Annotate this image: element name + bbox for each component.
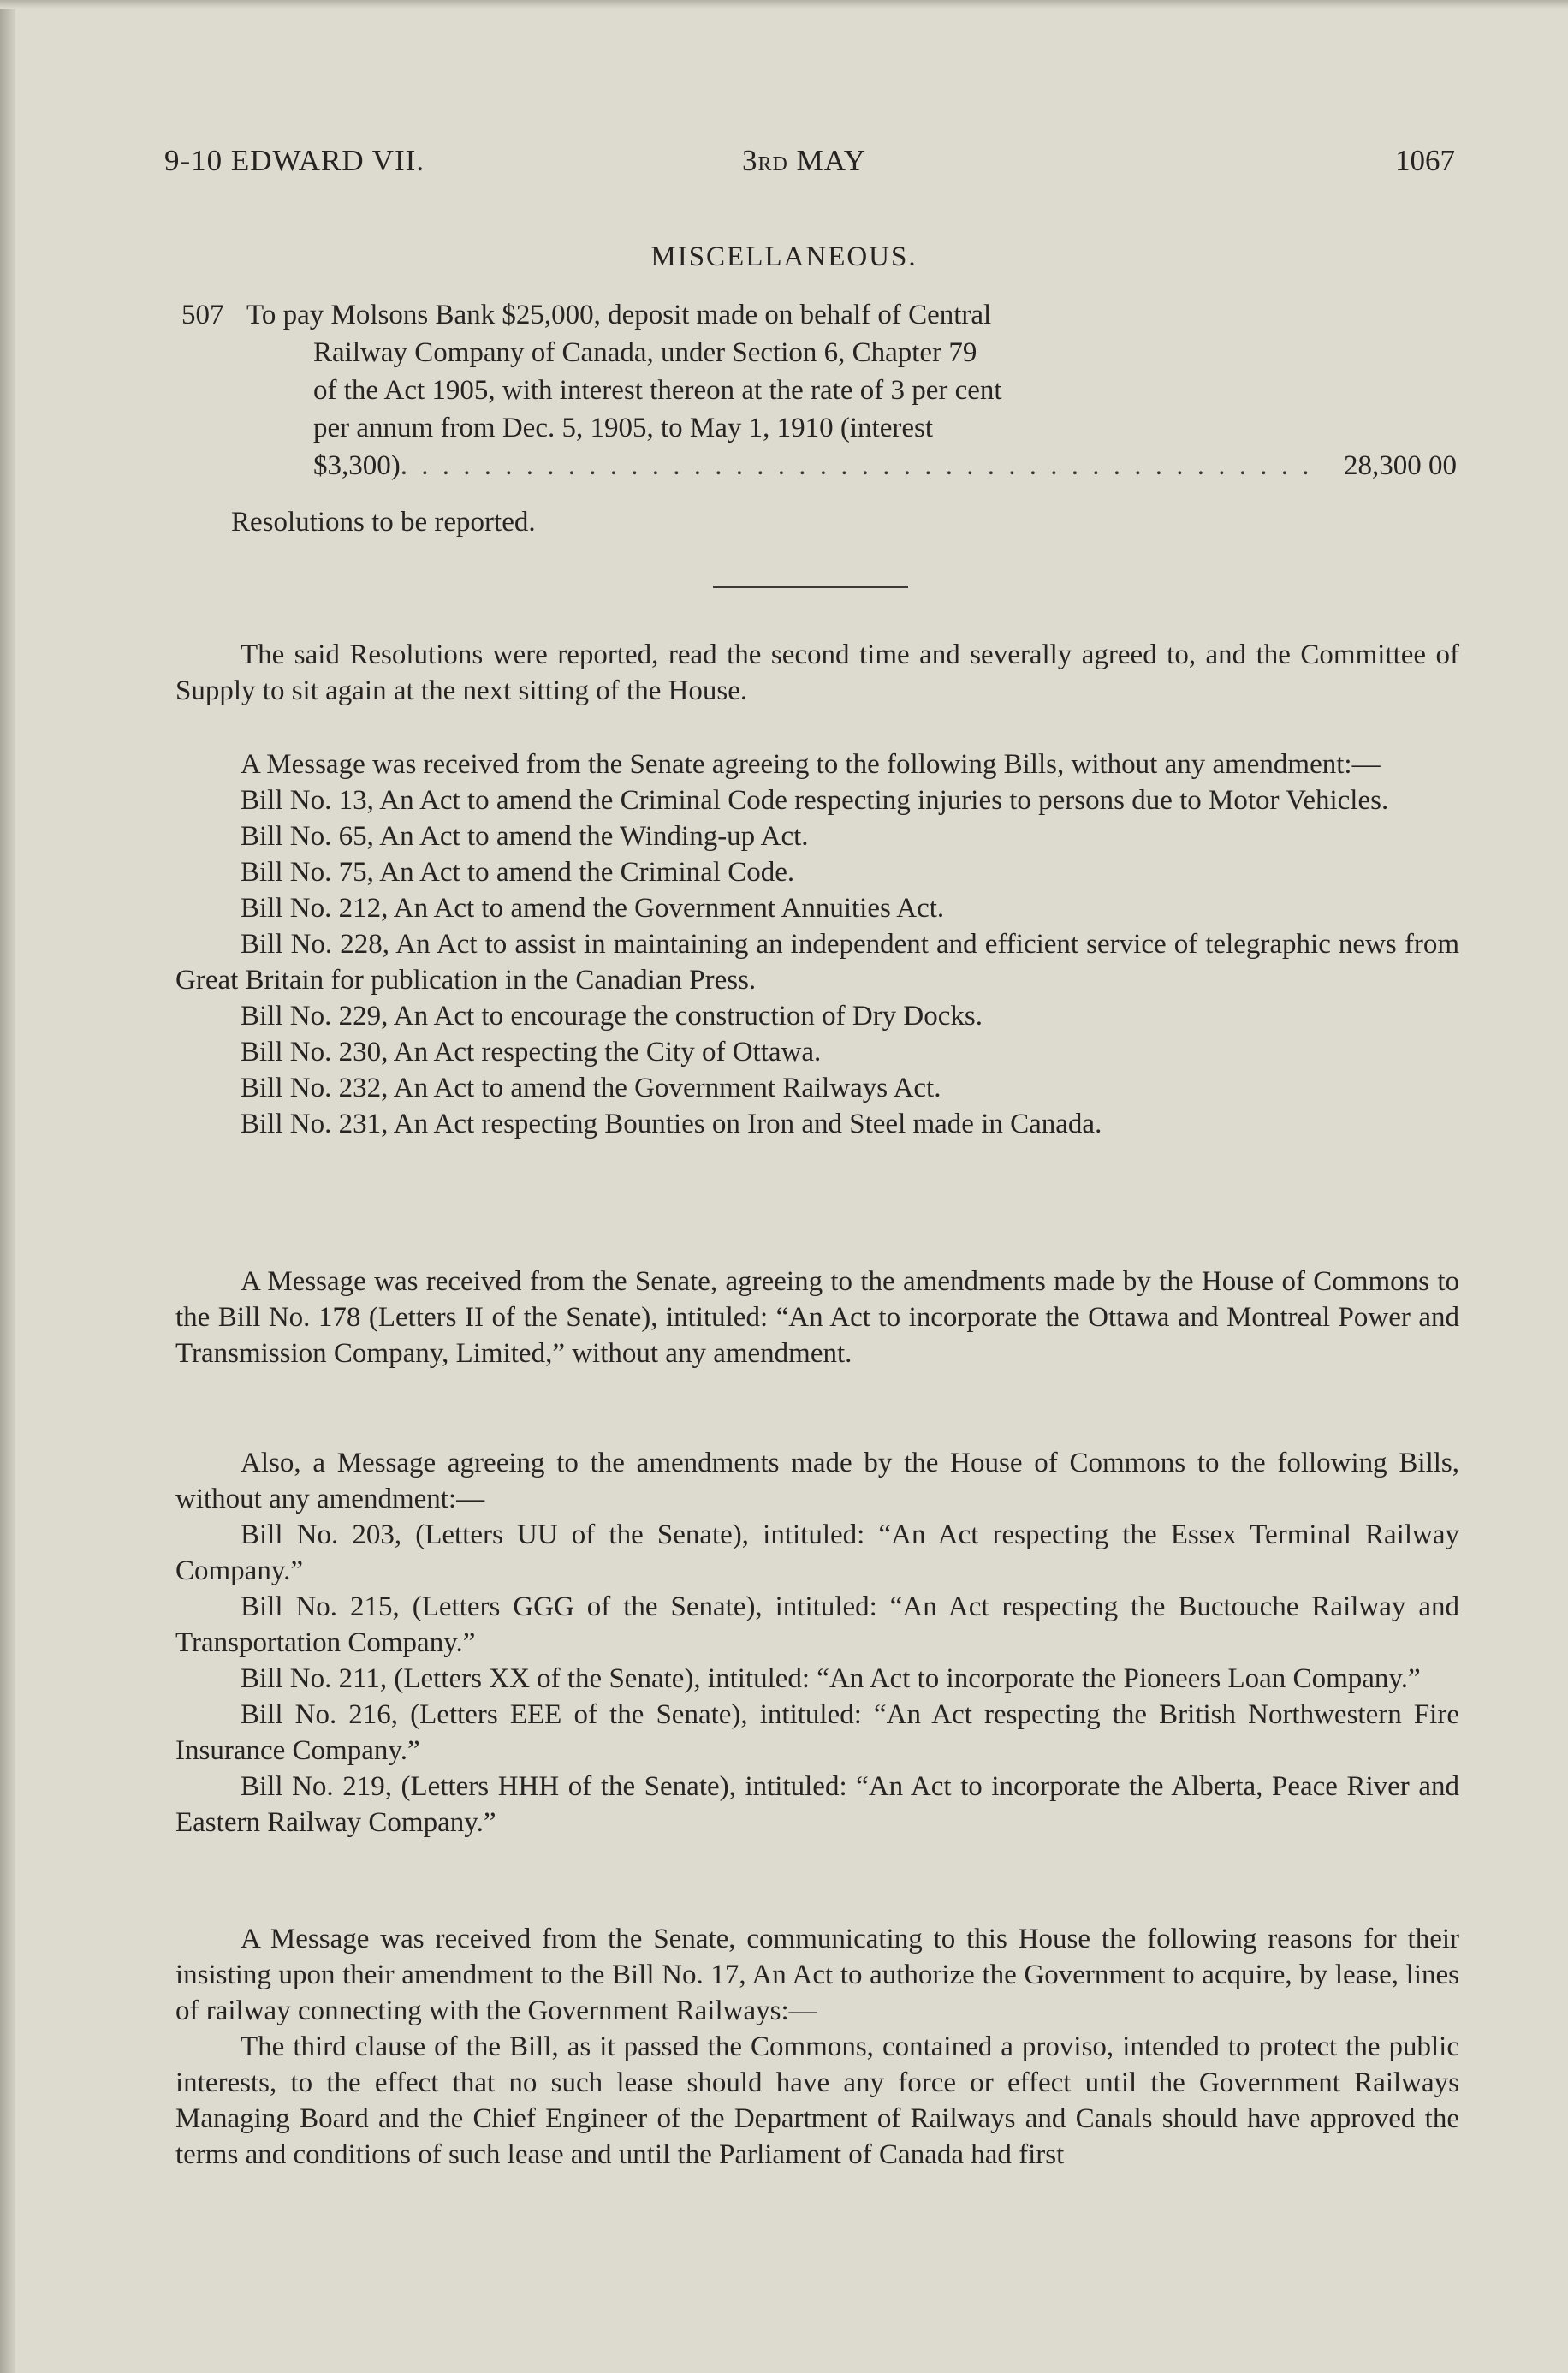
item-number: 507 [181,300,224,330]
paragraph-reported [175,637,1459,709]
item-line-end: $3,300) [313,450,401,481]
page-top-edge [0,0,1568,9]
bill-entry: Bill No. 203, (Letters UU of the Senate), intituled: “An Act respecting the Essex Terminal Railway Company.” [175,1520,1459,1586]
reasons-text: The third clause of the Bill, as it passed the Commons, contained a proviso, intended to protect the public interests, to the effect that no such lease should have any force or effect until the Government Railways Managing Board and the Chief Engineer of the Department of Railways and Canals should have approved the terms and conditions of such lease and until the Parliament of Canada had first [175,2031,1459,2170]
item-amount: 28,300 00 [1344,450,1457,481]
bill-entry: Bill No. 211, (Letters XX of the Senate), intituled: “An Act to incorporate the Pioneers Loan Company.” [241,1663,1421,1694]
section-divider [713,586,908,588]
bill-entry: Bill No. 231, An Act respecting Bounties on Iron and Steel made in Canada. [241,1109,1102,1139]
reasons-intro: A Message was received from the Senate, communicating to this House the following reasons for their insisting upon their amendment to the Bill No. 17, An Act to authorize the Government to acquire, by lease, lines of railway connecting with the Government Railways:— [175,1924,1459,2026]
item-last-line [313,447,1440,485]
running-header [164,144,1455,188]
bill-entry: Bill No. 216, (Letters EEE of the Senate), intituled: “An Act respecting the British Northwestern Fire Insurance Company.” [175,1699,1459,1766]
paragraph-text: The said Resolutions were reported, read the second time and severally agreed to, and the Committee of Supply to sit again at the next sitting of the House. [175,639,1459,706]
ottawa-power-block [175,1264,1459,1371]
amendments-block [175,1445,1459,1841]
amendments-intro: Also, a Message agreeing to the amendments made by the House of Commons to the following Bills, without any amendment:— [175,1448,1459,1514]
bill-entry: Bill No. 212, An Act to amend the Government Annuities Act. [241,893,945,924]
bill-entry: Bill No. 75, An Act to amend the Criminal Code. [241,857,795,888]
item-description [246,296,1440,485]
bill-entry: Bill No. 65, An Act to amend the Winding-up Act. [241,821,809,852]
senate-message-intro: A Message was received from the Senate agreeing to the following Bills, without any amendment:— [241,749,1381,780]
item-line: per annum from Dec. 5, 1905, to May 1, 1910 (interest [313,413,934,443]
bill-entry: Bill No. 228, An Act to assist in maintaining an independent and efficient service of telegraphic news from Great Britain for publication in the Canadian Press. [175,929,1459,996]
header-month: MAY [787,144,867,177]
page-number: 1067 [1395,144,1455,177]
paragraph-text: A Message was received from the Senate, agreeing to the amendments made by the House of Commons to the Bill No. 178 (Letters II of the Senate), intituled: “An Act to incorporate the Ottawa and Montreal Power and Transmission Company, Limited,” without any amendment. [175,1266,1459,1369]
header-day-suffix: RD [757,153,788,175]
item-line: To pay Molsons Bank $25,000, deposit made on behalf of Central [246,300,992,330]
bill-entry: Bill No. 230, An Act respecting the City of Ottawa. [241,1037,822,1068]
bill-entry: Bill No. 219, (Letters HHH of the Senate), intituled: “An Act to incorporate the Alberta, Peace River and Eastern Railway Company.” [175,1771,1459,1838]
reasons-block [175,1921,1459,2173]
header-regnal-year: 9-10 EDWARD VII. [164,144,425,177]
senate-bills-block [175,746,1459,1142]
item-line: of the Act 1905, with interest thereon at the rate of 3 per cent [313,375,1002,406]
section-title: MISCELLANEOUS. [650,241,918,272]
bill-entry: Bill No. 215, (Letters GGG of the Senate), intituled: “An Act respecting the Buctouche Railway and Transportation Company.” [175,1591,1459,1658]
page-binding-shadow [0,0,15,2373]
estimate-item [181,296,1457,485]
bill-entry: Bill No. 229, An Act to encourage the construction of Dry Docks. [241,1001,983,1032]
bill-entry: Bill No. 232, An Act to amend the Government Railways Act. [241,1073,941,1103]
header-date [742,144,866,178]
dot-leader: . . . . . . . . . . . . . . . . . . . . . . . . . . . . . . . . . . . . . . . . . . . . [400,450,1313,481]
header-day: 3 [742,144,758,177]
resolutions-note: Resolutions to be reported. [231,507,536,538]
item-line: Railway Company of Canada, under Section 6, Chapter 79 [313,337,977,368]
bill-entry: Bill No. 13, An Act to amend the Criminal Code respecting injuries to persons due to Motor Vehicles. [241,785,1389,816]
